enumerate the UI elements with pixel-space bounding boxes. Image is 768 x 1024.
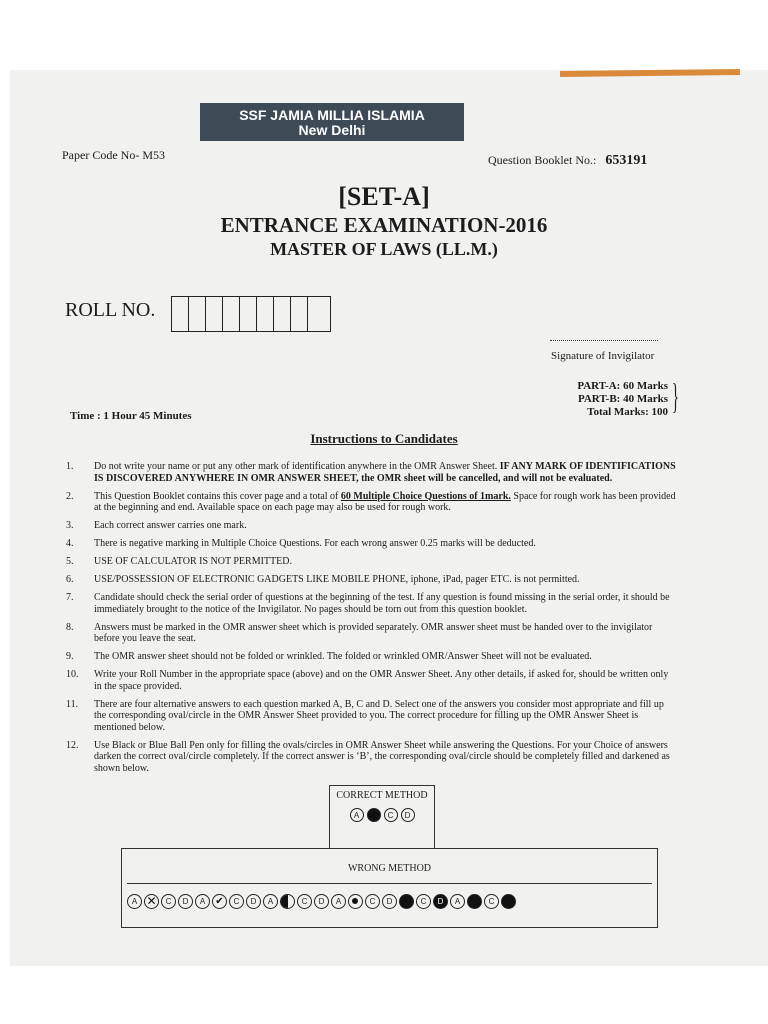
instruction-number: 8. (66, 621, 74, 633)
instruction-item (66, 740, 678, 775)
roll-no-box[interactable] (274, 297, 291, 331)
instructions-list (66, 461, 678, 781)
instruction-number: 5. (66, 556, 74, 567)
banner-line-1: SSF JAMIA MILLIA ISLAMIA (239, 107, 425, 123)
instruction-text-part: Each correct answer carries one mark. (94, 520, 247, 531)
correct-method-box (329, 785, 435, 849)
omr-bubble (501, 894, 516, 909)
omr-bubble: D (314, 894, 329, 909)
booklet-label: Question Booklet No.: (488, 153, 597, 167)
roll-no-label: ROLL NO. (65, 299, 156, 321)
instruction-number: 6. (66, 574, 74, 585)
instruction-item (66, 592, 678, 615)
instruction-item (66, 461, 678, 484)
instruction-text (94, 699, 678, 734)
instruction-text-part: Answers must be marked in the OMR answer sheet which is provided separately. OMR answer sheet must be handed over to the invigilator before you leave the seat. (94, 621, 653, 644)
instruction-item (66, 574, 678, 586)
marks-summary (560, 380, 668, 419)
instruction-text-bold: IF ANY MARK OF IDENTIFICATIONS IS DISCOVERED ANYWHERE IN OMR ANSWER SHEET, the OMR sheet will be cancelled, and will not be evaluated. (94, 461, 676, 484)
omr-bubble: C (416, 894, 431, 909)
instruction-number: 3. (66, 520, 74, 531)
omr-bubble: C (161, 894, 176, 909)
omr-bubble (144, 894, 159, 909)
instruction-number: 12. (66, 739, 79, 751)
instruction-text-part: Do not write your name or put any other mark of identification anywhere in the OMR Answer Sheet. (94, 461, 500, 472)
instruction-number: 10. (66, 669, 79, 680)
instruction-item (66, 699, 678, 734)
instruction-text (94, 740, 678, 775)
instruction-number: 4. (66, 538, 74, 549)
booklet-number-row (488, 153, 647, 169)
paper-code: Paper Code No- M53 (62, 148, 165, 162)
omr-bubble (348, 894, 363, 909)
wrong-method-box (121, 848, 658, 928)
booklet-number: 653191 (605, 153, 648, 168)
total-marks: Total Marks: 100 (587, 406, 668, 418)
roll-no-box[interactable] (172, 297, 189, 331)
omr-bubble: A (331, 894, 346, 909)
omr-bubble (467, 894, 482, 909)
instruction-text (94, 574, 678, 586)
omr-bubble (280, 894, 295, 909)
instruction-text-part: Candidate should check the serial order of questions at the beginning of the test. If any question is found missing in the serial order, it should be immediately brought to the notice of the Invigilator. No pages should be torn out from this question booklet. (94, 592, 670, 615)
part-b-marks: PART-B: 40 Marks (577, 393, 668, 405)
omr-bubble: D (246, 894, 261, 909)
instruction-item (66, 669, 678, 692)
omr-bubble: A (263, 894, 278, 909)
marks-brace: } (672, 376, 679, 416)
omr-bubble: D (178, 894, 193, 909)
instruction-text (94, 651, 678, 663)
instruction-text-underline: 60 Multiple Choice Questions of 1mark. (340, 490, 511, 502)
exam-title: ENTRANCE EXAMINATION-2016 (220, 213, 548, 237)
instruction-text (94, 461, 678, 484)
instruction-text-part: This Question Booklet contains this cover page and a total of (94, 490, 341, 502)
omr-bubble: A (127, 894, 142, 909)
roll-no-box[interactable] (223, 297, 240, 331)
instruction-item (66, 556, 678, 568)
omr-bubble: A (350, 808, 364, 822)
omr-bubble: D (382, 894, 397, 909)
instruction-text-after: Space for rough work has been provided at the beginning and end. Available space on each page may also be used for rough work. (94, 490, 676, 513)
omr-bubble: A (195, 894, 210, 909)
exam-duration: Time : 1 Hour 45 Minutes (70, 410, 192, 422)
course-title: MASTER OF LAWS (LL.M.) (270, 239, 498, 259)
banner-line-2: New Delhi (298, 122, 366, 138)
signature-label: Signature of Invigilator (551, 350, 655, 362)
omr-bubble: C (484, 894, 499, 909)
omr-bubble: C (384, 808, 398, 822)
omr-bubble: C (229, 894, 244, 909)
roll-no-boxes[interactable] (171, 296, 331, 332)
part-a-marks: PART-A: 60 Marks (577, 380, 668, 392)
wrong-method-circles (127, 883, 652, 918)
omr-bubble: D (433, 894, 448, 909)
watermark-banner (200, 103, 464, 141)
instruction-number: 11. (66, 698, 79, 710)
roll-no-box[interactable] (257, 297, 274, 331)
omr-bubble (212, 894, 227, 909)
roll-no-box[interactable] (189, 297, 206, 331)
instruction-text (94, 592, 678, 615)
instruction-text (94, 669, 678, 692)
instruction-item (66, 538, 678, 550)
instruction-item (66, 622, 678, 645)
instruction-item (66, 491, 678, 514)
instruction-text (94, 556, 678, 568)
correct-method-circles (330, 808, 434, 822)
omr-bubble: D (401, 808, 415, 822)
set-title: [SET-A] (338, 182, 430, 211)
instruction-text-part: USE/POSSESSION OF ELECTRONIC GADGETS LIKE MOBILE PHONE, iphone, iPad, pager ETC. is not permitted. (94, 574, 580, 585)
instruction-text-part: USE OF CALCULATOR IS NOT PERMITTED. (94, 556, 292, 567)
roll-no-box[interactable] (206, 297, 223, 331)
instruction-text-part: Use Black or Blue Ball Pen only for filling the ovals/circles in OMR Answer Sheet while answering the Questions. For your Choice of answers darken the correct oval/circle completely. If the correct answer is ‘B’, the corresponding oval/circle should be completely filled and darkened as shown below. (94, 739, 670, 774)
omr-bubble: C (365, 894, 380, 909)
instruction-text (94, 520, 678, 532)
omr-bubble (399, 894, 414, 909)
roll-no-box[interactable] (291, 297, 308, 331)
instruction-number: 9. (66, 651, 74, 662)
instruction-text-part: There is negative marking in Multiple Choice Questions. For each wrong answer 0.25 marks will be deducted. (94, 538, 536, 549)
omr-bubble: A (450, 894, 465, 909)
roll-no-box[interactable] (308, 297, 330, 331)
instruction-text (94, 491, 678, 514)
instruction-text (94, 622, 678, 645)
roll-no-box[interactable] (240, 297, 257, 331)
signature-line (550, 340, 658, 341)
instruction-text-part: The OMR answer sheet should not be folded or wrinkled. The folded or wrinkled OMR/Answer Sheet will not be evaluated. (94, 651, 592, 662)
instruction-text-part: There are four alternative answers to each question marked A, B, C and D. Select one of the answers you consider most appropriate and fill up the corresponding oval/circle in the OMR Answer Sheet provided to you. The correct procedure for filling up the OMR Answer Sheet is mentioned below. (94, 698, 664, 733)
instruction-number: 1. (66, 461, 74, 472)
wrong-method-title: WRONG METHOD (347, 863, 432, 874)
instruction-item (66, 520, 678, 532)
omr-bubble (367, 808, 381, 822)
correct-method-title: CORRECT METHOD (336, 790, 428, 801)
instructions-heading: Instructions to Candidates (310, 431, 458, 446)
omr-bubble: C (297, 894, 312, 909)
instruction-text-part: Write your Roll Number in the appropriate space (above) and on the OMR Answer Sheet. Any other details, if asked for, should be written only in the space provided. (94, 669, 669, 692)
instruction-number: 2. (66, 490, 74, 502)
instruction-item (66, 651, 678, 663)
instruction-text (94, 538, 678, 550)
instruction-number: 7. (66, 592, 74, 603)
